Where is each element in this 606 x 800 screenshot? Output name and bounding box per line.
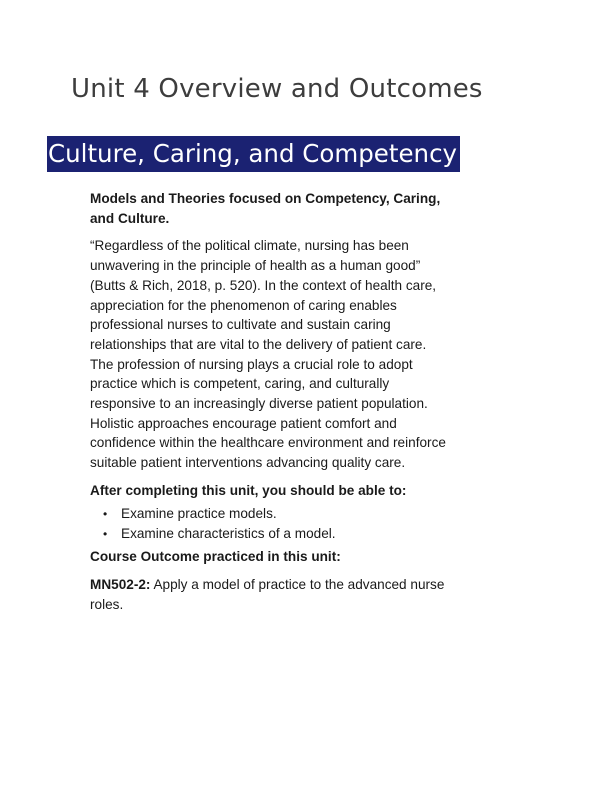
banner-title: Culture, Caring, and Competency	[48, 139, 458, 168]
objective-text: Examine practice models.	[121, 505, 277, 521]
objectives-list	[90, 504, 450, 544]
course-outcome-heading: Course Outcome practiced in this unit:	[90, 548, 341, 564]
list-item	[90, 524, 450, 544]
models-heading: Models and Theories focused on Competency, Caring, and Culture.	[90, 191, 441, 226]
course-outcome	[90, 575, 450, 614]
unit-title: Unit 4 Overview and Outcomes	[71, 74, 483, 104]
objective-text: Examine characteristics of a model.	[121, 525, 336, 541]
objectives-heading: After completing this unit, you should be able to:	[90, 482, 407, 498]
list-item	[90, 504, 450, 524]
course-outcome-code: MN502-2:	[90, 577, 151, 593]
bullet-icon: •	[103, 526, 108, 541]
bullet-icon: •	[103, 506, 108, 521]
course-outcome-text: Apply a model of practice to the advanced nurse roles.	[90, 577, 445, 612]
section-banner	[47, 136, 460, 172]
intro-paragraph: “Regardless of the political climate, nursing has been unwavering in the principle of health as a human good” (Butts & Rich, 2018, p. 520). In the context of health care, appreciation for the phenomenon of caring enables professional nurses to cultivate and sustain caring relationships that are vital to the delivery of patient care. The profession of nursing plays a crucial role to adopt practice which is competent, caring, and culturally responsive to an increasingly diverse patient population. Holistic approaches encourage patient comfort and confidence within the healthcare environment and reinforce suitable patient interventions advancing quality care.	[90, 238, 446, 471]
document-body	[90, 189, 450, 615]
